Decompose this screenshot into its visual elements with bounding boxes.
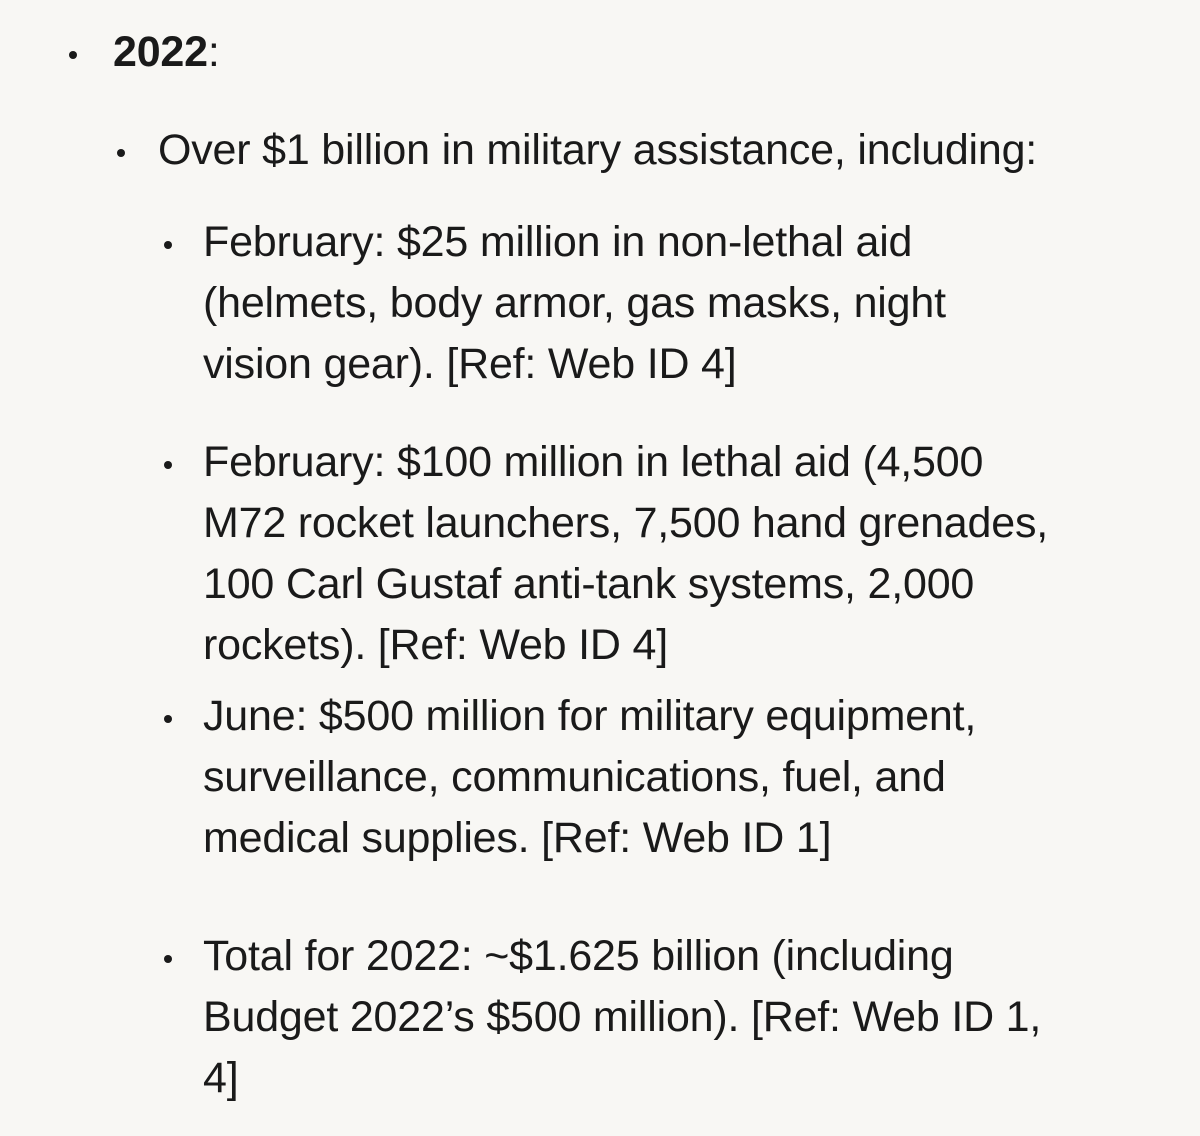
- text-line: medical supplies. [Ref: Web ID 1]: [203, 814, 832, 862]
- text-line: Total for 2022: ~$1.625 billion (including: [203, 932, 954, 980]
- list-item-text: [203, 926, 1041, 1109]
- text-line: Budget 2022’s $500 million). [Ref: Web ID 1,: [203, 993, 1042, 1041]
- list-item-text: [203, 212, 946, 395]
- bullet-icon: [117, 149, 125, 157]
- bullet-icon: [164, 241, 172, 249]
- year-heading: [113, 22, 220, 83]
- text-line: rockets). [Ref: Web ID 4]: [203, 621, 668, 669]
- text-line: M72 rocket launchers, 7,500 hand grenades,: [203, 499, 1048, 547]
- text-line: surveillance, communications, fuel, and: [203, 753, 946, 801]
- year-colon: :: [207, 28, 220, 76]
- bullet-icon: [164, 461, 172, 469]
- year-label: 2022: [113, 28, 208, 76]
- text-line: June: $500 million for military equipment,: [203, 692, 977, 740]
- text-line: 100 Carl Gustaf anti-tank systems, 2,000: [203, 560, 975, 608]
- bullet-icon: [69, 51, 77, 59]
- bullet-icon: [164, 955, 172, 963]
- text-line: 4]: [203, 1054, 239, 1102]
- list-item-text: [203, 432, 1048, 676]
- text-line: February: $25 million in non-lethal aid: [203, 218, 913, 266]
- list-item-text: [203, 686, 976, 869]
- text-line: vision gear). [Ref: Web ID 4]: [203, 340, 737, 388]
- text-line: February: $100 million in lethal aid (4,500: [203, 438, 984, 486]
- bullet-icon: [164, 715, 172, 723]
- summary-text: Over $1 billion in military assistance, including:: [158, 126, 1038, 174]
- text-line: (helmets, body armor, gas masks, night: [203, 279, 946, 327]
